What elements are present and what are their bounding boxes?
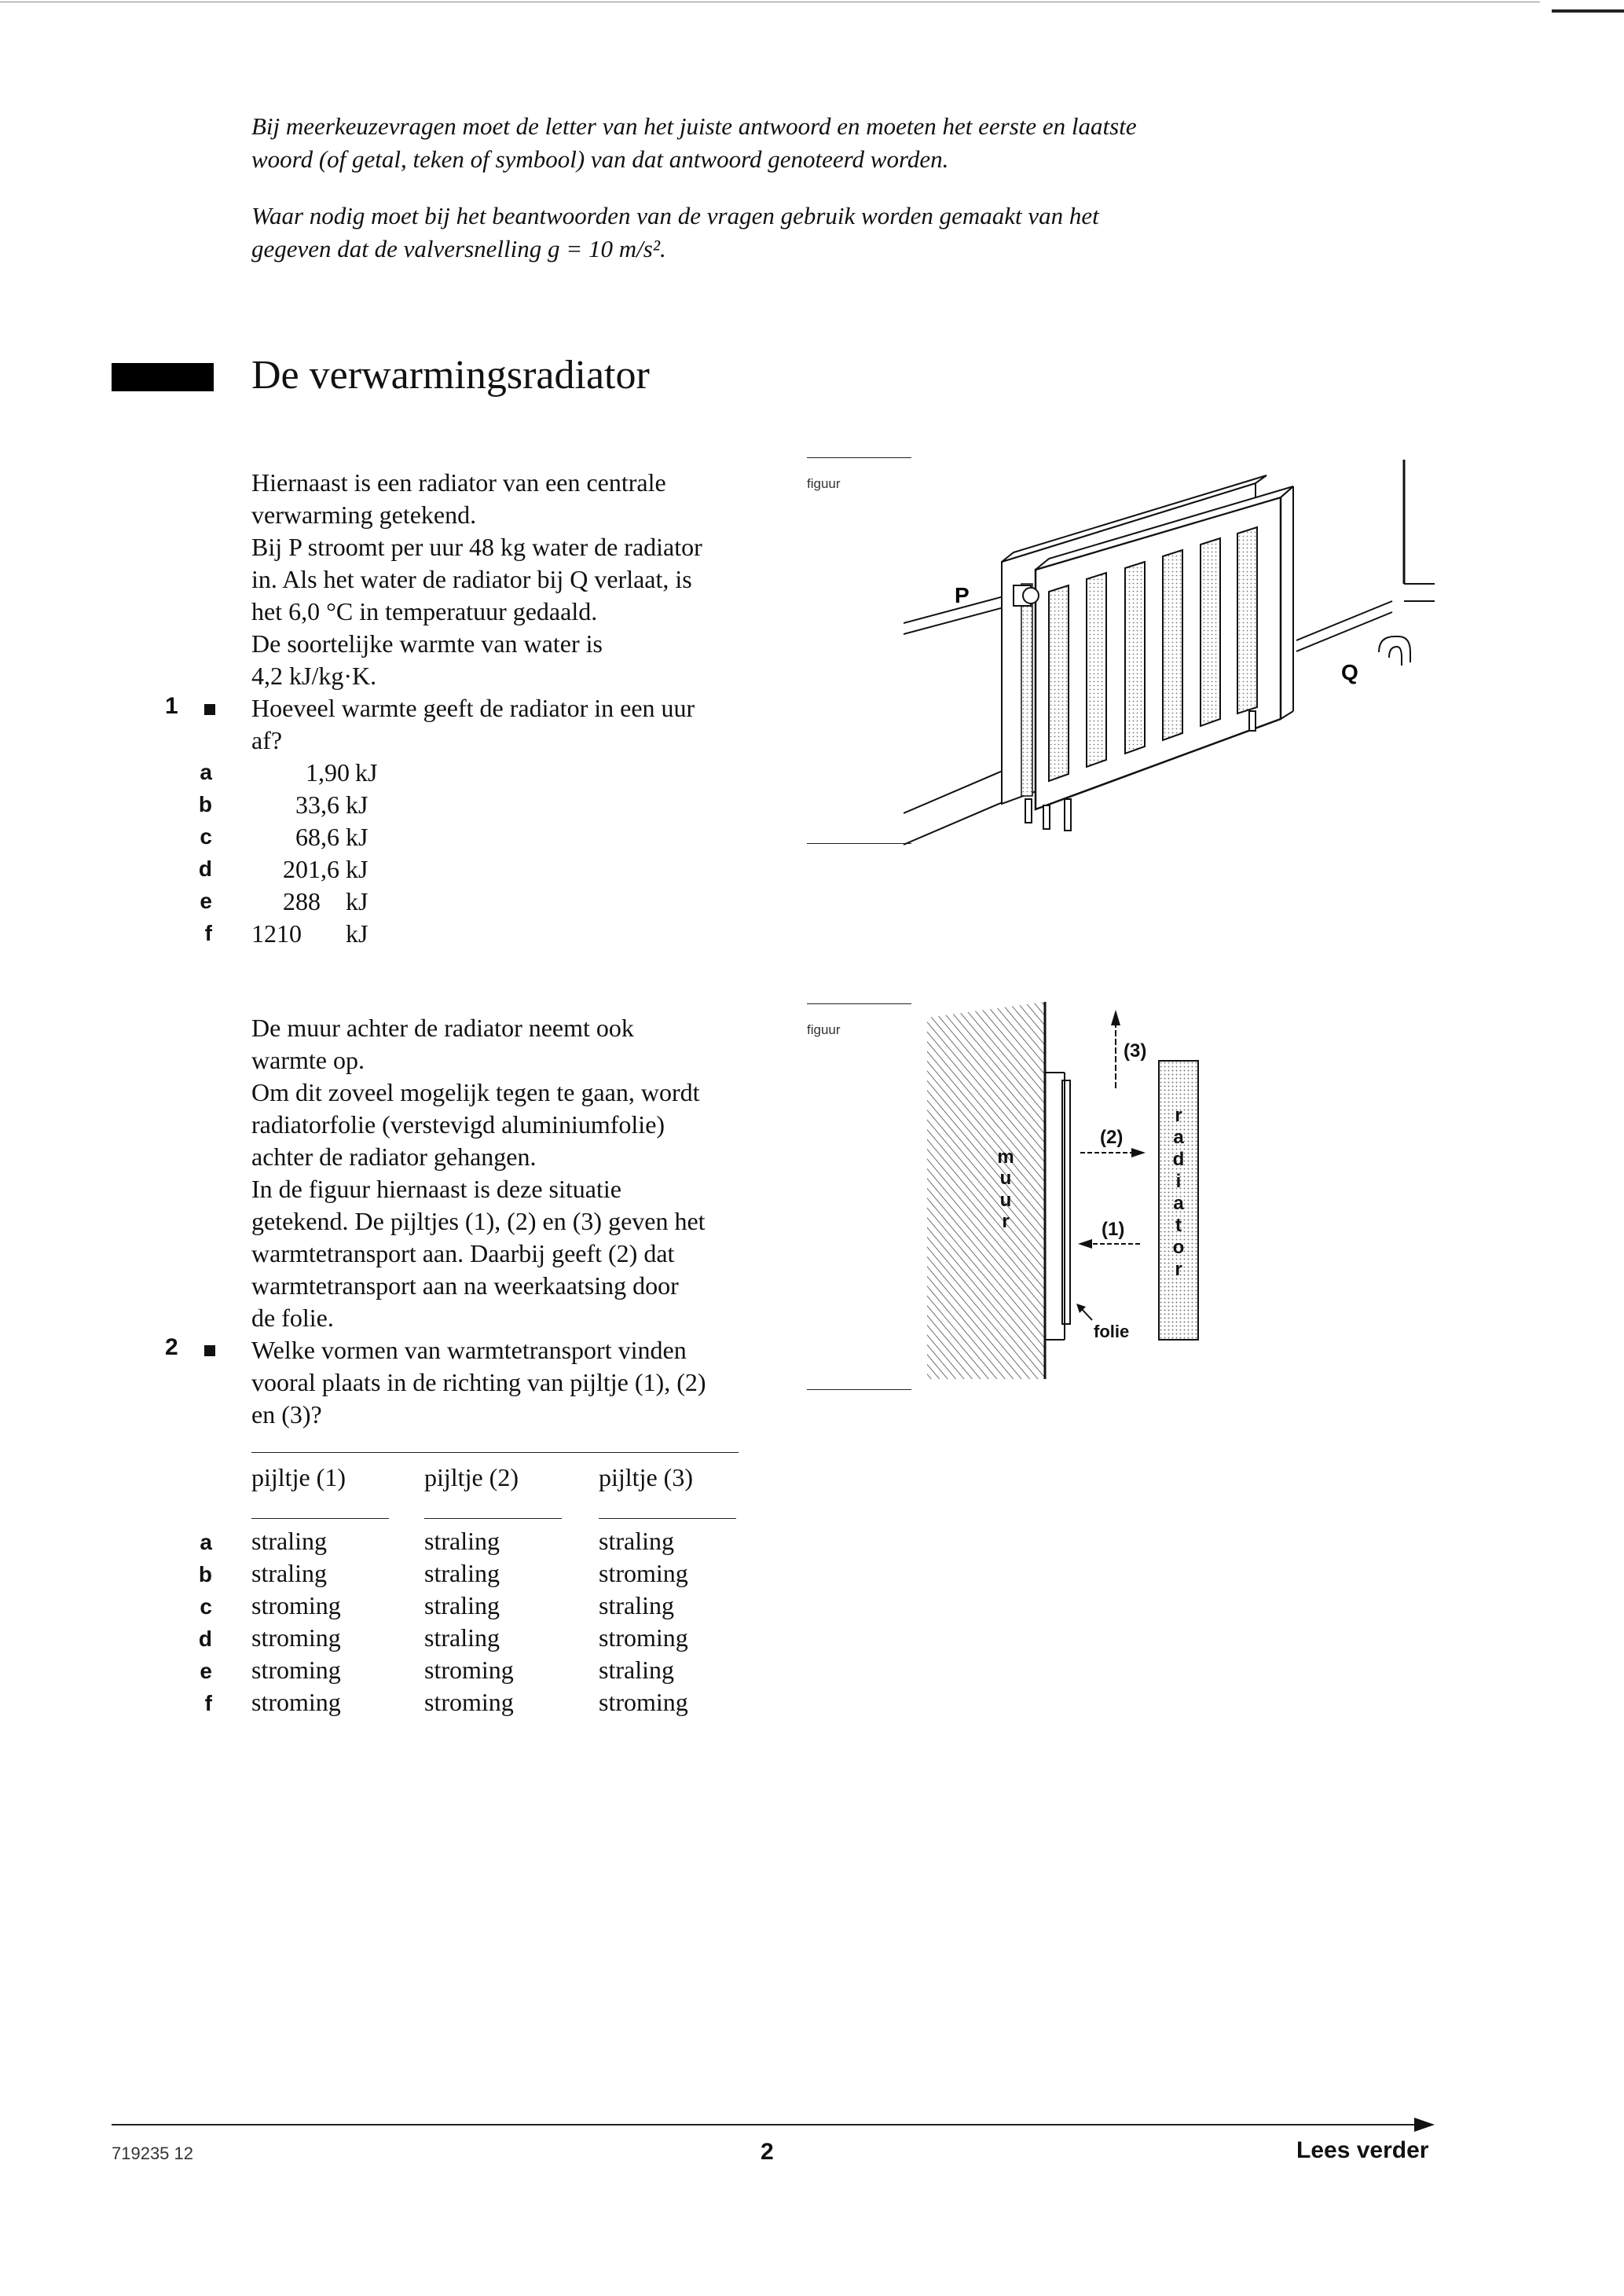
table-row[interactable] [181, 1559, 746, 1591]
instruction-line: gegeven dat de valversnelling g = 10 m/s². [251, 235, 666, 262]
instruction-line: Waar nodig moet bij het beantwoorden van de vragen gebruik worden gemaakt van het [251, 202, 1099, 229]
text-line: In de figuur hiernaast is deze situatie [251, 1175, 621, 1203]
figure-rule-bottom [807, 1389, 911, 1390]
option-letter: c [200, 1594, 212, 1619]
wall-letter: u [999, 1190, 1012, 1211]
option-letter: e [200, 889, 212, 913]
table-row[interactable] [181, 1656, 746, 1688]
option-value: 68,6 [295, 823, 339, 851]
table-cell: straling [424, 1591, 500, 1619]
radiator-letter: d [1172, 1149, 1185, 1170]
text-line: warmte op. [251, 1046, 365, 1074]
radiator-letter: a [1173, 1193, 1184, 1214]
page-number: 2 [761, 2139, 774, 2165]
part2-text [251, 1012, 786, 1431]
table-header: pijltje (1) [251, 1463, 346, 1491]
table-rule [251, 1518, 389, 1519]
text-line: Hiernaast is een radiator van een centrale [251, 468, 666, 497]
table-rule [599, 1518, 736, 1519]
text-line: getekend. De pijltjes (1), (2) en (3) geven het [251, 1207, 706, 1235]
question-bullet [204, 704, 215, 715]
wall-letter: r [1002, 1211, 1010, 1232]
text-line: 4,2 kJ/kg·K. [251, 662, 377, 690]
figure-label: figuur [807, 476, 841, 491]
option-letter: f [204, 921, 212, 945]
top-rule-right [1552, 9, 1624, 13]
text-line: warmtetransport aan. Daarbij geeft (2) dat [251, 1239, 675, 1267]
table-cell: stroming [251, 1688, 341, 1716]
option-value: 33,6 [295, 790, 339, 819]
option-value: 1210 [251, 919, 302, 948]
section-title: De verwarmingsradiator [251, 353, 650, 398]
table-cell: stroming [599, 1559, 688, 1587]
table-row[interactable] [181, 1623, 746, 1656]
table-row[interactable] [181, 1688, 746, 1720]
option-letter: b [198, 1562, 212, 1586]
option-letter: d [198, 1627, 212, 1651]
figure-label: figuur [807, 1022, 841, 1037]
table-cell: stroming [251, 1623, 341, 1652]
text-line: Om dit zoveel mogelijk tegen te gaan, wordt [251, 1078, 700, 1106]
table-rule-top [251, 1452, 739, 1453]
question-bullet [204, 1345, 215, 1356]
table-cell: stroming [424, 1656, 514, 1684]
wall-letter: u [999, 1168, 1012, 1189]
option-letter: a [200, 760, 212, 784]
radiator-letter: o [1172, 1237, 1185, 1258]
table-cell: straling [251, 1527, 327, 1555]
table-cell: stroming [251, 1591, 341, 1619]
point-q-label: Q [1341, 660, 1358, 684]
question-number: 2 [165, 1334, 178, 1360]
radiator-letter: r [1175, 1105, 1182, 1126]
option-letter: e [200, 1659, 212, 1683]
figure-rule-bottom [807, 843, 911, 844]
heat-transport-figure [911, 994, 1210, 1387]
figure-rule-top [807, 457, 911, 458]
table-cell: straling [599, 1591, 674, 1619]
option-unit: kJ [355, 758, 378, 787]
table-cell: straling [599, 1656, 674, 1684]
text-line: verwarming getekend. [251, 501, 477, 529]
instruction-line: woord (of getal, teken of symbool) van dat antwoord genoteerd worden. [251, 145, 949, 173]
text-line: De muur achter de radiator neemt ook [251, 1014, 634, 1042]
radiator-figure [904, 452, 1438, 853]
question-line: Welke vormen van warmtetransport vinden [251, 1336, 687, 1364]
footer-rule [112, 2124, 1424, 2125]
wall-letter: m [997, 1146, 1014, 1168]
table-cell: straling [424, 1623, 500, 1652]
radiator-letter: t [1175, 1215, 1182, 1236]
table-header: pijltje (3) [599, 1463, 693, 1491]
text-line: de folie. [251, 1304, 334, 1332]
instruction-line: Bij meerkeuzevragen moet de letter van het juiste antwoord en moeten het eerste en laatste [251, 112, 1137, 140]
text-line: De soortelijke warmte van water is [251, 629, 603, 658]
foil-label: folie [1094, 1322, 1130, 1341]
question-line: vooral plaats in de richting van pijltje (1), (2) [251, 1368, 706, 1396]
table-row[interactable] [181, 1527, 746, 1559]
text-line: radiatorfolie (verstevigd aluminiumfolie) [251, 1110, 665, 1139]
radiator-letter: i [1175, 1171, 1182, 1192]
text-line: in. Als het water de radiator bij Q verlaat, is [251, 565, 692, 593]
table-cell: stroming [251, 1656, 341, 1684]
instructions [251, 110, 1304, 266]
option-value: 1,90 [306, 758, 350, 787]
option-unit: kJ [346, 855, 368, 883]
table-cell: stroming [599, 1688, 688, 1716]
question-line: af? [251, 726, 283, 754]
option-letter: d [198, 856, 212, 881]
text-line: achter de radiator gehangen. [251, 1142, 537, 1171]
table-cell: straling [424, 1559, 500, 1587]
text-line: het 6,0 °C in temperatuur gedaald. [251, 597, 598, 625]
radiator-letter: a [1173, 1127, 1184, 1148]
table-cell: straling [251, 1559, 327, 1587]
section-marker [112, 363, 214, 391]
question-number: 1 [165, 693, 178, 719]
question-line: en (3)? [251, 1400, 322, 1429]
table-row[interactable] [181, 1591, 746, 1623]
radiator-letter: r [1175, 1259, 1182, 1280]
option-unit: kJ [346, 823, 368, 851]
next-page-link[interactable]: Lees verder [1296, 2137, 1429, 2163]
arrow2-label: (2) [1100, 1127, 1124, 1148]
footer-code: 719235 12 [112, 2144, 193, 2163]
text-line: Bij P stroomt per uur 48 kg water de radiator [251, 533, 702, 561]
option-value: 288 [283, 887, 321, 915]
footer-arrow-icon [1414, 2118, 1435, 2132]
table-cell: stroming [424, 1688, 514, 1716]
option-letter: a [200, 1530, 212, 1554]
option-letter: f [204, 1691, 212, 1715]
question-line: Hoeveel warmte geeft de radiator in een uur [251, 694, 695, 722]
option-unit: kJ [346, 887, 368, 915]
text-line: warmtetransport aan na weerkaatsing door [251, 1271, 679, 1300]
arrow1-label: (1) [1102, 1219, 1125, 1240]
option-unit: kJ [346, 919, 368, 948]
point-p-label: P [955, 583, 970, 607]
table-header: pijltje (2) [424, 1463, 519, 1491]
table-cell: straling [599, 1527, 674, 1555]
arrow3-label: (3) [1124, 1040, 1147, 1062]
figure-rule-top [807, 1003, 911, 1004]
table-rule [424, 1518, 562, 1519]
option-unit: kJ [346, 790, 368, 819]
option-value: 201,6 [283, 855, 339, 883]
table-cell: stroming [599, 1623, 688, 1652]
option-letter: c [200, 824, 212, 849]
part1-text [251, 467, 786, 757]
option-letter: b [198, 792, 212, 816]
table-cell: straling [424, 1527, 500, 1555]
